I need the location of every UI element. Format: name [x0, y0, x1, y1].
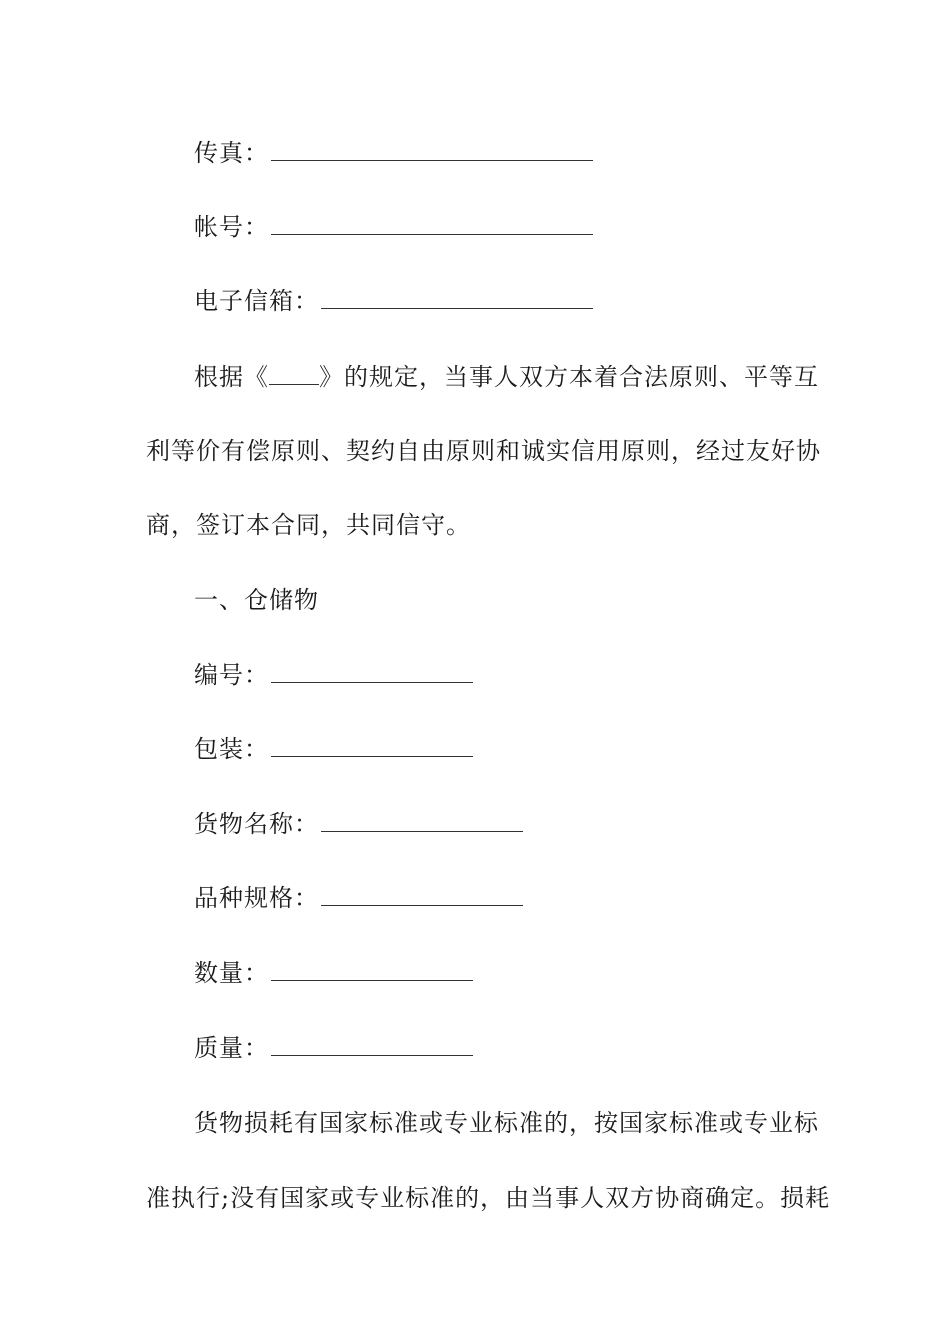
quantity-label: 数量：	[194, 959, 269, 987]
email-blank[interactable]	[321, 288, 593, 309]
quantity-blank[interactable]	[271, 960, 473, 981]
preamble-text-a: 根据《	[194, 363, 269, 391]
goods-name-blank[interactable]	[321, 811, 523, 832]
quality-blank[interactable]	[271, 1035, 473, 1056]
packaging-field	[194, 733, 806, 765]
spec-label: 品种规格：	[194, 884, 319, 912]
account-blank[interactable]	[271, 214, 593, 235]
email-field	[194, 285, 806, 317]
preamble-line-3: 商，签订本合同，共同信守。	[146, 511, 471, 539]
number-field	[194, 659, 806, 691]
preamble-text-b: 》的规定，当事人双方本着合法原则、平等互	[319, 363, 819, 391]
goods-name-field	[194, 808, 806, 840]
account-label: 帐号：	[194, 213, 269, 241]
section-heading: 一、仓储物	[194, 586, 319, 614]
loss-clause-line-2: 准执行;没有国家或专业标准的，由当事人双方协商确定。损耗	[146, 1184, 831, 1212]
number-label: 编号：	[194, 661, 269, 689]
fax-field	[194, 137, 806, 169]
spec-blank[interactable]	[321, 885, 523, 906]
law-name-blank[interactable]	[269, 364, 319, 385]
packaging-label: 包装：	[194, 735, 269, 763]
spec-field	[194, 882, 806, 914]
email-label: 电子信箱：	[194, 287, 319, 315]
fax-blank[interactable]	[271, 140, 593, 161]
preamble-line-2: 利等价有偿原则、契约自由原则和诚实信用原则，经过友好协	[146, 437, 821, 465]
number-blank[interactable]	[271, 662, 473, 683]
quantity-field	[194, 957, 806, 989]
quality-label: 质量：	[194, 1034, 269, 1062]
loss-clause-line-1: 货物损耗有国家标准或专业标准的，按国家标准或专业标	[194, 1109, 819, 1137]
packaging-blank[interactable]	[271, 736, 473, 757]
account-field	[194, 211, 806, 243]
goods-name-label: 货物名称：	[194, 810, 319, 838]
quality-field	[194, 1032, 806, 1064]
fax-label: 传真：	[194, 139, 269, 167]
preamble-line-1	[194, 361, 819, 393]
